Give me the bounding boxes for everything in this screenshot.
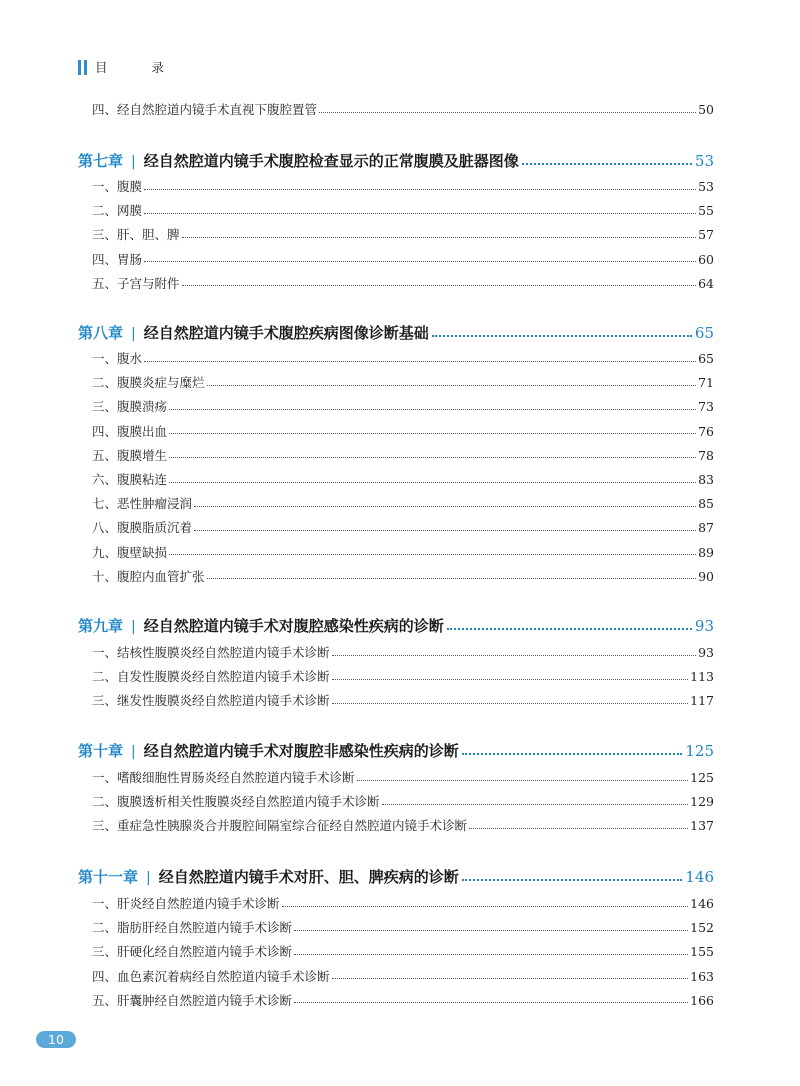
toc-entry-page: 65 [698,351,714,366]
toc-entry[interactable] [92,470,714,490]
dot-leader [169,433,696,434]
header-bars-icon [78,60,87,75]
chapter-page: 65 [694,324,714,342]
dot-leader [182,237,697,238]
toc-entry[interactable] [92,100,714,120]
page-number-badge [36,1031,76,1048]
toc-entry-label: 六、腹膜粘连 [92,472,168,487]
dot-leader [447,628,692,630]
toc-entry[interactable] [92,667,714,687]
toc-entry-label: 二、自发性腹膜炎经自然腔道内镜手术诊断 [92,669,330,685]
toc-entry-page: 87 [698,520,714,536]
toc-entry[interactable] [92,397,714,417]
toc-entry[interactable] [92,518,714,538]
toc-entry[interactable] [92,177,714,197]
dot-leader [332,978,689,979]
chapter-number: 第十章 [78,742,124,760]
toc-entry-page: 89 [698,544,714,560]
dot-leader [294,930,688,931]
toc-entry-label: 四、胃肠 [92,251,143,267]
toc-entry-page: 155 [690,944,714,960]
dot-leader [462,753,683,755]
chapter-title: 经自然腔道内镜手术对腹腔非感染性疾病的诊断 [143,742,459,760]
toc-entry[interactable] [92,894,714,914]
toc-entry-label: 四、血色素沉着病经自然腔道内镜手术诊断 [92,968,330,984]
dot-leader [294,1002,688,1003]
toc-entry-page: 146 [690,896,714,911]
toc-entry-label: 一、腹膜 [92,179,143,194]
chapter-title: 经自然腔道内镜手术腹腔检查显示的正常腹膜及脏器图像 [143,152,519,170]
toc-entry-label: 一、肝炎经自然腔道内镜手术诊断 [92,896,280,911]
dot-leader [182,285,697,286]
chapter-number: 第九章 [78,617,124,635]
toc-entry[interactable] [92,792,714,812]
toc-entry[interactable] [92,691,714,711]
dot-leader [207,385,697,386]
dot-leader [522,163,692,165]
toc-entry-label: 十、腹腔内血管扩张 [92,568,205,584]
dot-leader [332,679,689,680]
toc-entry[interactable] [92,250,714,270]
toc-entry[interactable] [92,942,714,962]
toc-entry-label: 五、子宫与附件 [92,275,180,291]
dot-leader [332,655,697,656]
toc-entry[interactable] [92,918,714,938]
dot-leader [462,879,683,881]
toc-entry-page: 60 [698,251,714,267]
dot-leader [282,906,689,907]
toc-entry[interactable] [92,567,714,587]
chapter-number: 第七章 [78,152,124,170]
toc-entry[interactable] [92,768,714,788]
toc-entry-page: 163 [690,968,714,984]
dot-leader [357,780,689,781]
toc-entry-page: 85 [698,496,714,512]
toc-entry-label: 二、腹膜透析相关性腹膜炎经自然腔道内镜手术诊断 [92,794,380,810]
chapter-page: 146 [685,868,714,886]
toc-entry-label: 五、腹膜增生 [92,447,168,463]
chapter-number: 第十一章 [78,868,139,886]
dot-leader [194,506,696,507]
toc-entry[interactable] [92,225,714,245]
dot-leader [294,954,688,955]
toc-entry-label: 九、腹壁缺损 [92,544,168,560]
toc-entry-page: 50 [698,102,714,117]
chapter-heading[interactable] [78,866,714,888]
toc-entry-page: 137 [690,818,714,834]
dot-leader [194,530,696,531]
header-title: 目 录 [95,60,184,75]
toc-entry-page: 93 [698,645,714,660]
chapter-number: 第八章 [78,324,124,342]
toc-entry-label: 三、继发性腹膜炎经自然腔道内镜手术诊断 [92,693,330,709]
toc-entry-label: 三、重症急性胰腺炎合并腹腔间隔室综合征经自然腔道内镜手术诊断 [92,818,468,834]
toc-entry-page: 78 [698,447,714,463]
toc-entry-page: 71 [698,375,714,391]
toc-entry-page: 83 [698,472,714,487]
dot-leader [469,828,688,829]
chapter-page: 53 [694,152,714,170]
dot-leader [432,335,692,337]
toc-entry[interactable] [92,643,714,663]
toc-entry[interactable] [92,494,714,514]
toc-entry[interactable] [92,967,714,987]
chapter-separator: | [131,154,136,170]
toc-entry-label: 四、腹膜出血 [92,423,168,439]
dot-leader [169,457,696,458]
toc-entry[interactable] [92,543,714,563]
dot-leader [144,361,696,362]
chapter-separator: | [131,326,136,342]
toc-entry-page: 57 [698,227,714,243]
toc-entry-page: 129 [690,794,714,810]
toc-entry-label: 一、嗜酸细胞性胃肠炎经自然腔道内镜手术诊断 [92,770,355,785]
toc-entry[interactable] [92,991,714,1011]
dot-leader [319,112,696,113]
toc-entry-page: 73 [698,399,714,415]
toc-entry-label: 三、肝、胆、脾 [92,227,180,243]
toc-entry-label: 八、腹膜脂质沉着 [92,520,193,536]
toc-entry-page: 125 [690,770,714,785]
toc-entry-label: 二、脂肪肝经自然腔道内镜手术诊断 [92,920,293,936]
chapter-title: 经自然腔道内镜手术对肝、胆、脾疾病的诊断 [158,868,459,886]
toc-entry-label: 三、肝硬化经自然腔道内镜手术诊断 [92,944,293,960]
dot-leader [382,804,689,805]
chapter-heading[interactable] [78,322,714,344]
toc-entry-page: 117 [690,693,714,709]
chapter-title: 经自然腔道内镜手术对腹腔感染性疾病的诊断 [143,617,444,635]
page-number: 10 [48,1032,64,1047]
toc-entry-label: 二、腹膜炎症与糜烂 [92,375,205,391]
toc-entry-label: 一、结核性腹膜炎经自然腔道内镜手术诊断 [92,645,330,660]
toc-entry-page: 113 [690,669,714,685]
running-header [78,58,184,76]
toc-entry[interactable] [92,373,714,393]
chapter-separator: | [146,870,151,886]
dot-leader [207,578,697,579]
chapter-page: 93 [694,617,714,635]
dot-leader [332,703,689,704]
toc-entry[interactable] [92,816,714,836]
chapter-heading[interactable] [78,615,714,637]
toc-entry[interactable] [92,422,714,442]
toc-entry-page: 55 [698,203,714,219]
toc-entry-page: 76 [698,423,714,439]
toc-entry-label: 五、肝囊肿经自然腔道内镜手术诊断 [92,992,293,1008]
chapter-page: 125 [685,742,714,760]
toc-entry-page: 64 [698,275,714,291]
chapter-separator: | [131,619,136,635]
dot-leader [169,409,696,410]
dot-leader [169,482,696,483]
toc-entry-label: 七、恶性肿瘤浸润 [92,496,193,512]
chapter-heading[interactable] [78,150,714,172]
toc-entry[interactable] [92,274,714,294]
chapter-title: 经自然腔道内镜手术腹腔疾病图像诊断基础 [143,324,429,342]
toc-entry-label: 二、网膜 [92,203,143,219]
toc-entry[interactable] [92,446,714,466]
toc-entry[interactable] [92,349,714,369]
toc-entry-label: 一、腹水 [92,351,143,366]
toc-entry-page: 166 [690,992,714,1008]
chapter-separator: | [131,744,136,760]
chapter-heading[interactable] [78,740,714,762]
toc-entry[interactable] [92,201,714,221]
dot-leader [144,213,696,214]
toc-entry-label: 四、经自然腔道内镜手术直视下腹腔置管 [92,102,318,117]
dot-leader [144,261,696,262]
toc-entry-page: 90 [698,568,714,584]
dot-leader [144,189,696,190]
toc-entry-page: 152 [690,920,714,936]
toc-entry-label: 三、腹膜溃疡 [92,399,168,415]
dot-leader [169,554,696,555]
toc-entry-page: 53 [698,179,714,194]
